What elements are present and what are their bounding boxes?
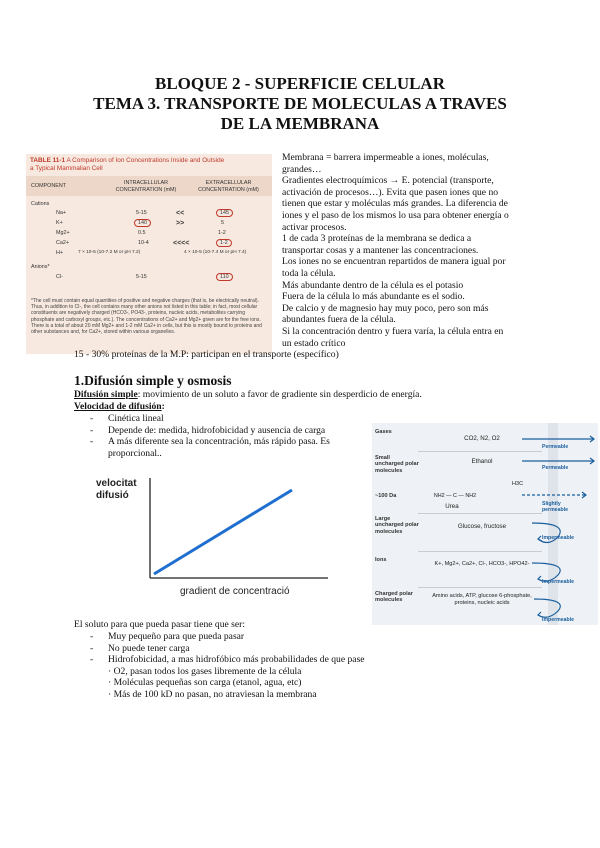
ion-concentration-table-figure bbox=[26, 154, 272, 354]
permeability-label: Permeable bbox=[542, 465, 569, 471]
bullet-item: - Depende de: medida, hidrofobicidad y ausencia de carga bbox=[90, 424, 326, 436]
header-extra: EXTRACELLULAR CONCENTRATION (mM) bbox=[198, 180, 259, 193]
table-caption: TABLE 11-1 A Comparison of Ion Concentrations Inside and Outside a Typical Mammalian Cell bbox=[30, 157, 225, 172]
sub-bullet: · Más de 100 kD no pasan, no atraviesan la membrana bbox=[108, 688, 317, 700]
note-line: Fuera de la célula lo más abundante es el sodio. bbox=[282, 291, 465, 303]
urea-formula: NH2 — C — NH2 bbox=[433, 493, 477, 499]
permeability-label: Impermeable bbox=[542, 579, 575, 585]
row-ion: Mg2+ bbox=[56, 230, 70, 236]
row-extra-circled: 1-2 bbox=[216, 239, 232, 247]
graph-xlabel: gradient de concentració bbox=[180, 586, 290, 597]
permeability-label: Impermeable bbox=[542, 617, 575, 623]
note-line: De calcio y de magnesio hay muy poco, pero son más abundantes fuera de la célula. bbox=[282, 302, 489, 326]
row-extra: 5 bbox=[221, 220, 224, 226]
row-ion: Na+ bbox=[56, 210, 67, 216]
row-extra-circled: 110 bbox=[216, 273, 233, 281]
graph-ylabel-line1: velocitat bbox=[96, 478, 137, 489]
soluto-bullets bbox=[90, 631, 420, 701]
graph-linear-line bbox=[154, 490, 292, 574]
molecule-text: Glucose, fructose bbox=[457, 523, 507, 530]
table-header: COMPONENT INTRACELLULAR CONCENTRATION (mM) EXTRACELLULAR CONCENTRATION (mM) bbox=[26, 176, 272, 196]
note-line: Gradientes electroquímicos → E. potencial (transporte, activación de procesos…). Evita que pasen iones que no tienen que estar y moléculas más grandes. La diferencia de iones y el paso de los mismos lo usa para obtener energía o activar procesos. bbox=[282, 175, 509, 233]
proteins-note: 15 - 30% proteínas de la M.P: participan en el transporte (específico) bbox=[74, 349, 339, 360]
h3c-text: H3C bbox=[512, 481, 524, 487]
molecule-text: K+, Mg2+, Ca2+, Cl-, HCO3-, HPO42- bbox=[434, 561, 530, 567]
page-title-line2: TEMA 3. TRANSPORTE DE MOLECULAS A TRAVES bbox=[93, 94, 507, 113]
bullet-item: - A más diferente sea la concentración, más rápido pasa. Es proporcional.. bbox=[90, 436, 330, 459]
membrane-permeability-figure bbox=[372, 423, 598, 625]
row-extra-circled: 145 bbox=[216, 209, 233, 217]
class-label: ~100 Da bbox=[375, 493, 397, 499]
velocity-label: Velocidad de difusión: bbox=[74, 401, 165, 412]
anions-label: Anions* bbox=[31, 264, 50, 270]
bullet-item: - Hidrofobicidad, a mas hidrofóbico más probabilidades de que pase bbox=[90, 654, 365, 666]
sub-bullet: · Moléculas pequeñas son carga (etanol, agua, etc) bbox=[108, 677, 302, 689]
permeability-arrows bbox=[372, 423, 598, 625]
permeability-label: Impermeable bbox=[542, 535, 575, 541]
molecule-text: Ethanol bbox=[471, 458, 493, 465]
soluto-intro: El soluto para que pueda pasar tiene que ser: bbox=[74, 619, 246, 630]
class-label: Large uncharged polar molecules bbox=[375, 516, 419, 535]
class-label: Ions bbox=[375, 557, 387, 563]
molecule-text: Urea bbox=[445, 503, 459, 510]
row-ion: H+ bbox=[56, 250, 64, 256]
class-label: Small uncharged polar molecules bbox=[375, 455, 419, 474]
velocity-bullets bbox=[90, 413, 360, 459]
header-intra: INTRACELLULAR CONCENTRATION (mM) bbox=[115, 180, 177, 193]
row-cmp: <<<< bbox=[173, 240, 190, 247]
row-ion: Ca2+ bbox=[56, 240, 70, 246]
row-intra: 0.5 bbox=[138, 230, 146, 236]
row-ion: K+ bbox=[56, 220, 63, 226]
cations-label: Cations bbox=[31, 201, 50, 207]
bullet-item: - Cinética lineal bbox=[90, 413, 164, 424]
bullet-item: - Muy pequeño para que pueda pasar bbox=[90, 631, 245, 642]
class-label: Charged polar molecules bbox=[375, 591, 413, 604]
row-extra: 1-2 bbox=[218, 230, 226, 236]
row-intra-circled: 140 bbox=[134, 219, 151, 227]
row-cmp: >> bbox=[176, 220, 185, 227]
bullet-item: - No puede tener carga bbox=[90, 642, 190, 654]
diffusion-velocity-graph bbox=[92, 470, 342, 610]
row-intra: 10-4 bbox=[138, 240, 149, 246]
graph-ylabel-line2: difusió bbox=[96, 490, 129, 501]
row-intra: 5-15 bbox=[136, 274, 147, 280]
permeability-label: Slightly permeable bbox=[542, 501, 568, 513]
molecule-text: Amino acids, ATP, glucose 6-phosphate, proteins, nucleic acids bbox=[432, 593, 532, 606]
row-intra: 5-15 bbox=[136, 210, 147, 216]
note-line: Membrana = barrera impermeable a iones, moléculas, grandes… bbox=[282, 152, 489, 175]
molecule-text: CO2, N2, O2 bbox=[464, 435, 500, 442]
row-intra: 7 × 10-5 (10-7.2 M or pH 7.2) bbox=[78, 250, 141, 255]
table-footnote: *The cell must contain equal quantities of positive and negative charges (that is, be electrically neutral). Thus, in addition to Cl-, the cell contains many other anions not listed in this table; in fact, most cellular constituents are negatively charged (HCO3-, PO43-, proteins, nucleic acids, metabolites carrying phosphate and carboxyl groups, etc.). The concentrations of Ca2+ and Mg2+ given are for the free ions. There is a total of about 20 mM Mg2+ and 1-2 mM Ca2+ in cells, but this is mostly bound to proteins and other substances and, for Ca2+, stored within various organelles. bbox=[31, 298, 262, 336]
note-line: Si la concentración dentro y fuera varía, la célula entra en un estado crítico bbox=[282, 325, 504, 349]
class-label: Gases bbox=[375, 429, 392, 435]
right-notes bbox=[282, 152, 510, 349]
sub-bullet: · O2, pasan todos los gases libremente de la célula bbox=[108, 665, 302, 677]
diffusion-definition: Difusión simple: movimiento de un soluto a favor de gradiente sin desperdicio de energía. bbox=[74, 389, 422, 400]
note-line: 1 de cada 3 proteínas de la membrana se dedica a transportar cosas y a mantener las concentraciones. bbox=[282, 233, 479, 256]
row-extra: 4 × 10-5 (10-7.4 M or pH 7.4) bbox=[184, 250, 247, 255]
note-line: Los iones no se encuentran repartidos de manera igual por toda la célula. bbox=[282, 256, 506, 279]
section-heading: 1.Difusión simple y osmosis bbox=[74, 373, 232, 388]
page-title-line3: DE LA MEMBRANA bbox=[220, 114, 380, 133]
row-ion: Cl- bbox=[56, 274, 63, 280]
row-cmp: << bbox=[176, 210, 185, 217]
page-title-line1: BLOQUE 2 - SUPERFICIE CELULAR bbox=[155, 74, 445, 93]
permeability-label: Permeable bbox=[542, 444, 569, 450]
note-line: Más abundante dentro de la célula es el potasio bbox=[282, 279, 464, 291]
